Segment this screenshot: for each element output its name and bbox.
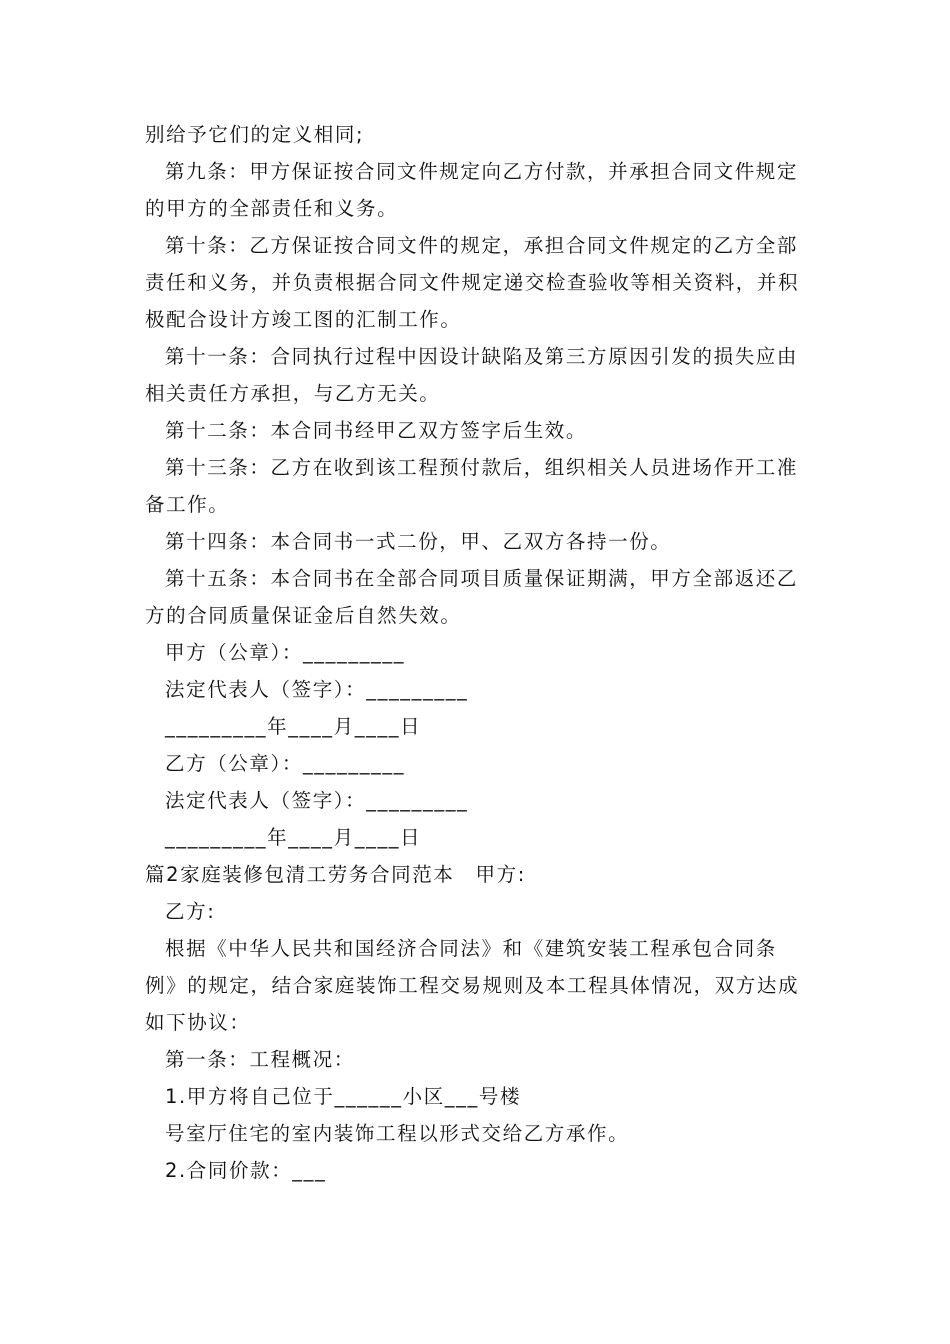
signature-party-a: 甲方（公章）：_________ [165, 641, 406, 664]
signature-party-a-date: _________年____月____日 [165, 715, 422, 738]
paragraph-item-1: 1.甲方将自己位于______小区___号楼 [165, 1085, 522, 1108]
paragraph-article-9: 第九条：甲方保证按合同文件规定向乙方付款，并承担合同文件规定的甲方的全部责任和义务。 [145, 160, 799, 220]
section-title-part-2: 篇2家庭装修包清工劳务合同范本 甲方: [145, 863, 526, 886]
document-page [145, 116, 807, 1189]
signature-party-a-representative: 法定代表人（签字）：_________ [165, 678, 469, 701]
paragraph-article-13: 第十三条：乙方在收到该工程预付款后，组织相关人员进场作开工准备工作。 [145, 456, 799, 516]
party-b-label: 乙方: [165, 900, 216, 923]
signature-party-b-representative: 法定代表人（签字）：_________ [165, 789, 469, 812]
paragraph-definition-cont: 别给予它们的定义相同; [145, 123, 365, 146]
paragraph-article-10: 第十条：乙方保证按合同文件的规定，承担合同文件规定的乙方全部责任和义务，并负责根据合同文件规定递交检查验收等相关资料，并积极配合设计方竣工图的汇制工作。 [145, 234, 800, 331]
signature-party-b-date: _________年____月____日 [165, 826, 422, 849]
paragraph-article-1-heading: 第一条：工程概况： [165, 1048, 355, 1071]
paragraph-article-14: 第十四条：本合同书一式二份，甲、乙双方各持一份。 [165, 530, 672, 553]
paragraph-article-11: 第十一条：合同执行过程中因设计缺陷及第三方原因引发的损失应由相关责任方承担，与乙方无关。 [145, 345, 799, 405]
paragraph-item-2: 2.合同价款：___ [165, 1159, 327, 1182]
paragraph-article-12: 第十二条：本合同书经甲乙双方签字后生效。 [165, 419, 588, 442]
signature-party-b: 乙方（公章）：_________ [165, 752, 406, 775]
paragraph-item-1-cont: 号室厅住宅的室内装饰工程以形式交给乙方承作。 [165, 1122, 630, 1145]
paragraph-article-15: 第十五条：本合同书在全部合同项目质量保证期满，甲方全部返还乙方的合同质量保证金后自然失效。 [145, 567, 799, 627]
paragraph-preamble: 根据《中华人民共和国经济合同法》和《建筑安装工程承包合同条例》的规定，结合家庭装饰工程交易规则及本工程具体情况，双方达成如下协议： [145, 937, 800, 1034]
